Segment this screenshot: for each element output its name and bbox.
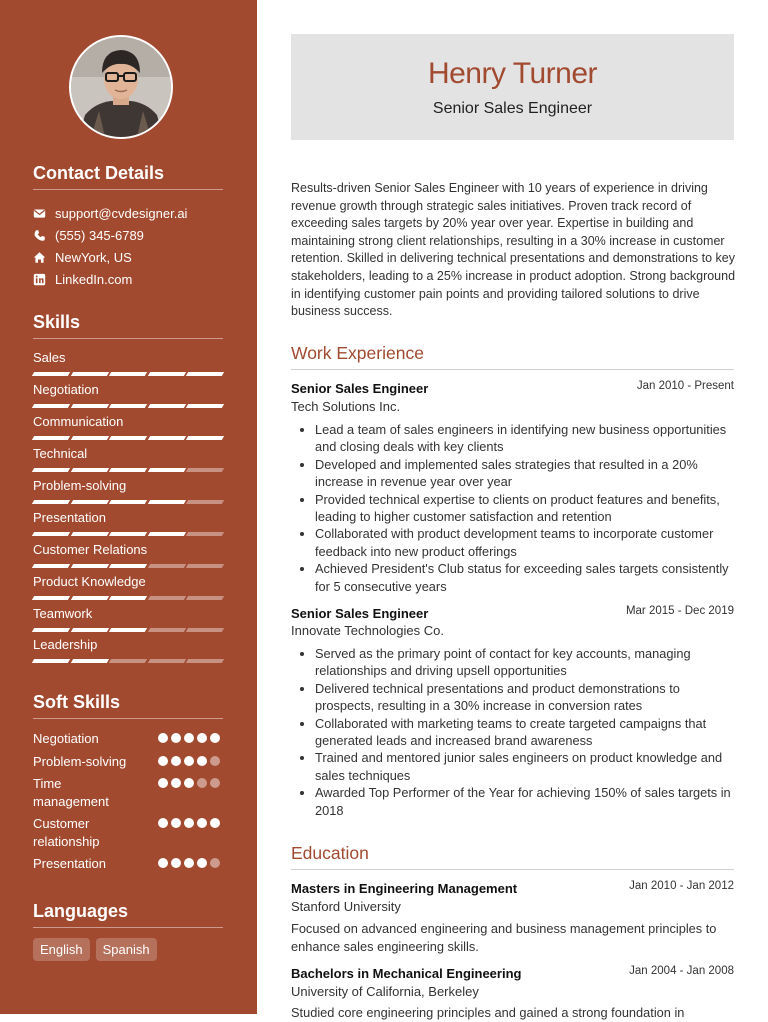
skill-segment-filled — [70, 564, 108, 568]
job-bullet: • Trained and mentored junior sales engineers on product knowledge and sales techniques — [315, 749, 737, 784]
home-icon — [33, 251, 46, 264]
language-tag: Spanish — [96, 938, 157, 961]
skill-segment-empty — [186, 596, 224, 600]
rating-dot-empty — [197, 778, 207, 788]
skill-segment-empty — [186, 532, 224, 536]
soft-skills-divider — [33, 718, 223, 719]
school-name: University of California, Berkeley — [291, 984, 479, 999]
skill-level-bar — [33, 500, 223, 504]
rating-dot-filled — [158, 733, 168, 743]
skill-segment-filled — [32, 659, 70, 663]
skill-segment-filled — [32, 436, 70, 440]
skill-segment-empty — [186, 564, 224, 568]
skill-segment-filled — [109, 468, 147, 472]
skill-level-bar — [33, 532, 223, 536]
rating-dot-filled — [171, 778, 181, 788]
skill-segment-filled — [148, 532, 186, 536]
skill-level-bar — [33, 596, 223, 600]
soft-skill-dots — [158, 818, 220, 828]
rating-dot-filled — [158, 818, 168, 828]
skill-segment-filled — [109, 628, 147, 632]
rating-dot-filled — [171, 756, 181, 766]
contact-linkedin-text: LinkedIn.com — [55, 271, 133, 287]
school-name: Stanford University — [291, 899, 401, 914]
skill-segment-filled — [70, 628, 108, 632]
skill-segment-empty — [186, 468, 224, 472]
skill-segment-filled — [186, 404, 224, 408]
rating-dot-empty — [210, 858, 220, 868]
skill-segment-filled — [109, 596, 147, 600]
skill-level-bar — [33, 564, 223, 568]
skill-label: Presentation — [33, 510, 106, 525]
work-experience-heading: Work Experience — [291, 343, 424, 363]
skill-label: Sales — [33, 350, 66, 365]
skills-divider — [33, 338, 223, 339]
skill-segment-empty — [148, 564, 186, 568]
skill-segment-empty — [186, 500, 224, 504]
skill-segment-empty — [148, 628, 186, 632]
contact-phone-text: (555) 345-6789 — [55, 227, 144, 243]
contact-linkedin[interactable] — [33, 270, 132, 288]
rating-dot-filled — [210, 733, 220, 743]
skill-level-bar — [33, 372, 223, 376]
job-title: Senior Sales Engineer — [291, 381, 429, 396]
job-company: Innovate Technologies Co. — [291, 623, 444, 638]
job-bullet: • Collaborated with marketing teams to create targeted campaigns that generated leads and increased brand awareness — [315, 715, 737, 750]
contact-phone[interactable] — [33, 226, 144, 244]
skill-segment-empty — [148, 659, 186, 663]
skill-segment-filled — [32, 372, 70, 376]
contact-divider — [33, 189, 223, 190]
profile-summary: Results-driven Senior Sales Engineer with 10 years of experience in driving revenue growth through strategic sales initiatives. Proven track record of exceeding sales targets by 20% year over year. Expertise in building and maintaining strong client relationships, resulting in a 30% increase in customer retention. Skilled in delivering technical presentations and demonstrations to key stakeholders, leading to a 25% increase in product adoption. Strong background in identifying customer pain points and providing tailored solutions to drive business success. — [291, 181, 736, 319]
skill-segment-empty — [186, 659, 224, 663]
skill-segment-filled — [32, 628, 70, 632]
language-tag: English — [33, 938, 90, 961]
languages-heading: Languages — [33, 901, 129, 921]
rating-dot-filled — [210, 818, 220, 828]
contact-heading: Contact Details — [33, 163, 165, 183]
soft-skill-dots — [158, 733, 220, 743]
skill-label: Communication — [33, 414, 124, 429]
candidate-name: Henry Turner — [427, 57, 598, 90]
job-bullets — [291, 645, 737, 819]
rating-dot-filled — [197, 756, 207, 766]
skill-level-bar — [33, 468, 223, 472]
skill-segment-filled — [32, 500, 70, 504]
contact-email[interactable] — [33, 204, 187, 222]
soft-skill-label: Problem-solving — [33, 754, 127, 769]
skill-label: Problem-solving — [33, 478, 127, 493]
rating-dot-filled — [184, 818, 194, 828]
skill-segment-filled — [186, 372, 224, 376]
skill-label: Teamwork — [33, 606, 93, 621]
skill-segment-filled — [70, 659, 108, 663]
skill-label: Technical — [33, 446, 88, 461]
education-divider — [291, 869, 734, 870]
work-experience-divider — [291, 369, 734, 370]
rating-dot-filled — [158, 756, 168, 766]
soft-skill-dots — [158, 858, 220, 868]
rating-dot-filled — [158, 858, 168, 868]
contact-location-text: NewYork, US — [55, 249, 132, 265]
skill-segment-filled — [109, 532, 147, 536]
skill-level-bar — [33, 659, 223, 663]
languages-divider — [33, 927, 223, 928]
envelope-icon — [33, 207, 46, 220]
contact-email-text: support@cvdesigner.ai — [55, 205, 188, 221]
skill-segment-filled — [148, 372, 186, 376]
soft-skill-label: Presentation — [33, 856, 106, 871]
job-bullet: • Lead a team of sales engineers in identifying new business opportunities and closing deals with key clients — [315, 421, 737, 456]
education-description: Focused on advanced engineering and business management principles to enhance sales engineering skills. — [291, 921, 717, 954]
soft-skills-heading: Soft Skills — [33, 692, 121, 712]
rating-dot-filled — [184, 756, 194, 766]
skill-segment-filled — [32, 468, 70, 472]
skill-segment-filled — [109, 500, 147, 504]
skill-segment-filled — [32, 404, 70, 408]
rating-dot-empty — [210, 778, 220, 788]
skill-segment-filled — [32, 564, 70, 568]
skill-segment-filled — [109, 372, 147, 376]
skill-segment-filled — [148, 404, 186, 408]
skill-level-bar — [33, 404, 223, 408]
soft-skill-label: Customer relationship — [33, 816, 100, 849]
job-bullet: • Delivered technical presentations and product demonstrations to prospects, resulting in a 30% increase in conversion rates — [315, 680, 737, 715]
skill-segment-filled — [109, 564, 147, 568]
rating-dot-filled — [158, 778, 168, 788]
job-bullet: • Developed and implemented sales strategies that resulted in a 20% increase in revenue year over year — [315, 456, 737, 491]
rating-dot-filled — [184, 858, 194, 868]
job-bullet: • Collaborated with product development teams to incorporate customer feedback into new product offerings — [315, 525, 737, 560]
job-bullet: • Achieved President's Club status for exceeding sales targets consistently for 5 consecutive years — [315, 560, 737, 595]
job-bullet: • Awarded Top Performer of the Year for achieving 150% of sales targets in 2018 — [315, 784, 737, 819]
soft-skill-label: Time management — [33, 776, 109, 809]
contact-location — [33, 248, 132, 266]
soft-skill-label: Negotiation — [33, 731, 99, 746]
job-company: Tech Solutions Inc. — [291, 399, 401, 414]
skill-segment-empty — [148, 596, 186, 600]
education-heading: Education — [291, 843, 369, 863]
skill-segment-filled — [70, 596, 108, 600]
soft-skill-dots — [158, 756, 220, 766]
education-dates: Jan 2010 - Jan 2012 — [629, 880, 734, 892]
rating-dot-filled — [171, 818, 181, 828]
skill-segment-filled — [109, 436, 147, 440]
rating-dot-filled — [171, 733, 181, 743]
degree-title: Bachelors in Mechanical Engineering — [291, 966, 522, 981]
soft-skill-dots — [158, 778, 220, 788]
rating-dot-filled — [197, 858, 207, 868]
skill-segment-filled — [70, 532, 108, 536]
skill-level-bar — [33, 628, 223, 632]
rating-dot-filled — [197, 733, 207, 743]
education-description: Studied core engineering principles and gained a strong foundation in — [291, 1005, 685, 1020]
skill-segment-filled — [148, 468, 186, 472]
skill-segment-empty — [109, 659, 147, 663]
rating-dot-filled — [171, 858, 181, 868]
skill-segment-filled — [186, 436, 224, 440]
skill-segment-filled — [70, 436, 108, 440]
phone-icon — [33, 229, 46, 242]
skill-level-bar — [33, 436, 223, 440]
language-tags — [33, 938, 157, 961]
skill-label: Customer Relations — [33, 542, 148, 557]
skill-segment-filled — [109, 404, 147, 408]
rating-dot-empty — [210, 756, 220, 766]
job-bullet: • Provided technical expertise to clients on product features and benefits, leading to higher customer satisfaction and retention — [315, 491, 737, 526]
rating-dot-filled — [184, 733, 194, 743]
skill-segment-filled — [32, 596, 70, 600]
sidebar — [0, 0, 257, 1014]
skill-segment-filled — [148, 500, 186, 504]
skills-heading: Skills — [33, 312, 81, 332]
job-dates: Mar 2015 - Dec 2019 — [625, 605, 734, 617]
job-dates: Jan 2010 - Present — [636, 380, 734, 392]
skill-segment-filled — [70, 500, 108, 504]
skill-label: Negotiation — [33, 382, 99, 397]
name-header — [291, 34, 734, 140]
skill-label: Product Knowledge — [33, 574, 146, 589]
degree-title: Masters in Engineering Management — [291, 881, 518, 896]
rating-dot-filled — [197, 818, 207, 828]
education-dates: Jan 2004 - Jan 2008 — [629, 965, 734, 977]
job-title: Senior Sales Engineer — [291, 606, 429, 621]
skill-segment-filled — [70, 468, 108, 472]
candidate-title: Senior Sales Engineer — [432, 100, 593, 117]
skill-segment-filled — [70, 404, 108, 408]
skill-label: Leadership — [33, 637, 98, 652]
linkedin-icon — [33, 273, 46, 286]
job-bullet: • Served as the primary point of contact for key accounts, managing relationships and driving upsell opportunities — [315, 645, 737, 680]
skill-segment-filled — [32, 532, 70, 536]
job-bullets — [291, 421, 737, 595]
skill-segment-filled — [148, 436, 186, 440]
skill-segment-empty — [186, 628, 224, 632]
profile-photo — [69, 35, 173, 139]
rating-dot-filled — [184, 778, 194, 788]
skill-segment-filled — [70, 372, 108, 376]
